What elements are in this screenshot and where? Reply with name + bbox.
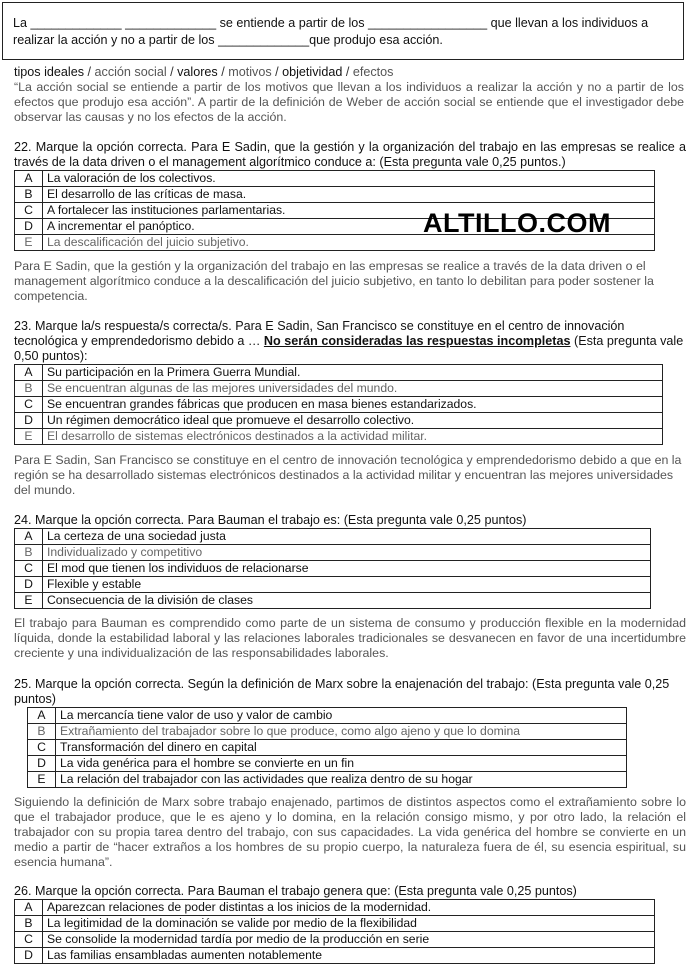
explanation-22: Para E Sadin, que la gestión y la organización del trabajo en las empresas se realice a través de la data driven o el management algorítmico conduce a la descalificación del juicio subjetivo, en tanto lo debilitan para poder sostener la competencia.	[14, 259, 654, 303]
option-text: Se consolide la modernidad tardía por medio de la producción en serie	[43, 932, 655, 948]
question-23-points: (Esta pregunta vale 0,50 puntos):	[14, 334, 684, 363]
option-text: La relación del trabajador con las actividades que realiza dentro de su hogar	[56, 772, 627, 788]
option-text: Su participación en la Primera Guerra Mundial.	[43, 365, 663, 381]
options-table-25	[27, 707, 627, 788]
option-letter: A	[28, 708, 56, 724]
option-text: Un régimen democrático ideal que promueve el desarrollo colectivo.	[43, 413, 663, 429]
option-text: Transformación del dinero en capital	[56, 740, 627, 756]
option-letter: C	[15, 203, 43, 219]
option-letter: B	[28, 724, 56, 740]
blank-2: _________________	[368, 16, 488, 30]
option-row[interactable]	[15, 545, 651, 561]
option-letter: C	[15, 397, 43, 413]
option-row[interactable]	[15, 577, 651, 593]
options-table-23	[14, 364, 663, 445]
explanation-23: Para E Sadin, San Francisco se constituye en el centro de innovación tecnológica y emprendedorismo debido a que en la región se ha desarrollado sistemas electrónicos destinados a la actividad militar y encuentran las mejores universidades del mundo.	[14, 453, 682, 497]
option-row[interactable]	[15, 948, 655, 964]
option-text: Se encuentran grandes fábricas que producen en masa bienes estandarizados.	[43, 397, 663, 413]
option-letter: B	[15, 187, 43, 203]
word-bank-item: tipos ideales	[14, 65, 85, 79]
option-text: La mercancía tiene valor de uso y valor de cambio	[56, 708, 627, 724]
option-text: La vida genérica para el hombre se convierte en un fin	[56, 756, 627, 772]
option-letter: A	[15, 529, 43, 545]
explanation-25: Siguiendo la definición de Marx sobre trabajo enajenado, partimos de distintos aspectos como el extrañamiento sobre lo que el trabajador produce, que le es ajeno y lo domina, en la relación consigo mismo, y por otro lado, la relación el trabajador con su propia tarea dentro del trabajo, con sus capacidades. La vida genérica del hombre se convierte en un medio a partir de “hacer extraños a los hombres de su propio cuerpo, la naturaleza fuera de él, su esencia espiritual, su esencia humana”.	[14, 795, 686, 869]
option-row[interactable]	[15, 187, 655, 203]
word-bank-item: valores	[177, 65, 218, 79]
option-letter: C	[28, 740, 56, 756]
fill-in-box	[2, 2, 684, 60]
option-letter: A	[15, 171, 43, 187]
option-row[interactable]	[15, 429, 663, 445]
option-text: El mod que tienen los individuos de relacionarse	[43, 561, 651, 577]
option-row[interactable]	[15, 916, 655, 932]
blank-1: _____________ _____________	[30, 16, 217, 30]
option-text: La certeza de una sociedad justa	[43, 529, 651, 545]
option-letter: B	[15, 545, 43, 561]
option-text: La descalificación del juicio subjetivo.	[43, 235, 655, 251]
explanation-fill-in: “La acción social se entiende a partir de los motivos que llevan a los individuos a realizar la acción y no a partir de los efectos que produjo esa acción”. A partir de la definición de Weber de acción social se entiende que el investigador debe observar las causas y no los efectos de la acción.	[14, 80, 684, 124]
explanation-24: El trabajo para Bauman es comprendido como parte de un sistema de consumo y producción flexible en la modernidad líquida, donde la estabilidad laboral y las relaciones laborales tradicionales se desvanecen en favor de una incertidumbre creciente y una individualización de las responsabilidades laborales.	[14, 616, 686, 660]
word-bank-separator: /	[217, 65, 229, 79]
option-text: Individualizado y competitivo	[43, 545, 651, 561]
word-bank-item: efectos	[352, 65, 394, 79]
option-letter: C	[15, 561, 43, 577]
options-table-24	[14, 528, 651, 609]
option-letter: D	[15, 413, 43, 429]
option-letter: E	[15, 429, 43, 445]
option-text: A incrementar el panóptico.	[43, 219, 655, 235]
option-text: El desarrollo de sistemas electrónicos destinados a la actividad militar.	[43, 429, 663, 445]
option-text: La legitimidad de la dominación se valide por medio de la flexibilidad	[43, 916, 655, 932]
option-letter: D	[15, 577, 43, 593]
option-row[interactable]	[15, 365, 663, 381]
word-bank-item: motivos	[228, 65, 272, 79]
option-text: La valoración de los colectivos.	[43, 171, 655, 187]
option-row[interactable]	[28, 756, 627, 772]
option-letter: E	[15, 235, 43, 251]
option-text: El desarrollo de las críticas de masa.	[43, 187, 655, 203]
fill-text-b: se entiende a partir de los	[216, 16, 369, 30]
word-bank-separator: /	[166, 65, 178, 79]
option-text: A fortalecer las instituciones parlamentarias.	[43, 203, 655, 219]
option-text: Aparezcan relaciones de poder distintas a los inicios de la modernidad.	[43, 900, 655, 916]
option-row[interactable]	[15, 171, 655, 187]
question-23	[14, 319, 684, 364]
option-row[interactable]	[15, 381, 663, 397]
word-bank	[14, 65, 393, 80]
option-letter: A	[15, 900, 43, 916]
option-row[interactable]	[15, 561, 651, 577]
fill-text-a: La	[13, 16, 31, 30]
word-bank-separator: /	[271, 65, 283, 79]
option-row[interactable]	[28, 724, 627, 740]
option-text: Se encuentran algunas de las mejores universidades del mundo.	[43, 381, 663, 397]
option-row[interactable]	[28, 740, 627, 756]
word-bank-item: acción social	[94, 65, 167, 79]
question-23-text: 23. Marque la/s respuesta/s correcta/s. Para E Sadin, San Francisco se constituye en el centro de innovación tecnológica y emprendedorismo debido a …	[14, 319, 625, 348]
blank-3: _____________	[218, 33, 310, 47]
option-letter: A	[15, 365, 43, 381]
option-row[interactable]	[15, 900, 655, 916]
option-text: Las familias ensambladas aumenten notablemente	[43, 948, 655, 964]
option-text: Consecuencia de la división de clases	[43, 593, 651, 609]
option-letter: B	[15, 381, 43, 397]
question-25: 25. Marque la opción correcta. Según la definición de Marx sobre la enajenación del trabajo: (Esta pregunta vale 0,25 puntos)	[14, 677, 670, 706]
option-letter: D	[15, 219, 43, 235]
fill-text-d: que produjo esa acción.	[309, 33, 443, 47]
option-row[interactable]	[15, 397, 663, 413]
word-bank-separator: /	[84, 65, 95, 79]
option-row[interactable]	[28, 708, 627, 724]
option-letter: C	[15, 932, 43, 948]
option-row[interactable]	[28, 772, 627, 788]
question-24: 24. Marque la opción correcta. Para Bauman el trabajo es: (Esta pregunta vale 0,25 puntos)	[14, 513, 527, 527]
watermark: ALTILLO.COM	[423, 208, 611, 238]
option-row[interactable]	[15, 413, 663, 429]
option-letter: E	[28, 772, 56, 788]
word-bank-separator: /	[342, 65, 353, 79]
option-row[interactable]	[15, 932, 655, 948]
option-text: Flexible y estable	[43, 577, 651, 593]
option-letter: B	[15, 916, 43, 932]
question-22: 22. Marque la opción correcta. Para E Sadin, que la gestión y la organización del trabajo en las empresas se realice a través de la data driven o el management algorítmico conduce a: (Esta pregunta vale 0,25 puntos.)	[14, 140, 686, 169]
question-23-emphasis: No serán consideradas las respuestas incompletas	[263, 334, 571, 348]
option-letter: D	[28, 756, 56, 772]
option-text: Extrañamiento del trabajador sobre lo que produce, como algo ajeno y que lo domina	[56, 724, 627, 740]
option-letter: E	[15, 593, 43, 609]
option-row[interactable]	[15, 529, 651, 545]
option-row[interactable]	[15, 593, 651, 609]
options-table-26	[14, 899, 655, 964]
fill-text-c: que llevan a los individuos a realizar la acción y no a partir de los	[13, 16, 649, 47]
word-bank-item: objetividad	[282, 65, 343, 79]
question-26: 26. Marque la opción correcta. Para Bauman el trabajo genera que: (Esta pregunta vale 0,25 puntos)	[14, 884, 577, 898]
option-letter: D	[15, 948, 43, 964]
